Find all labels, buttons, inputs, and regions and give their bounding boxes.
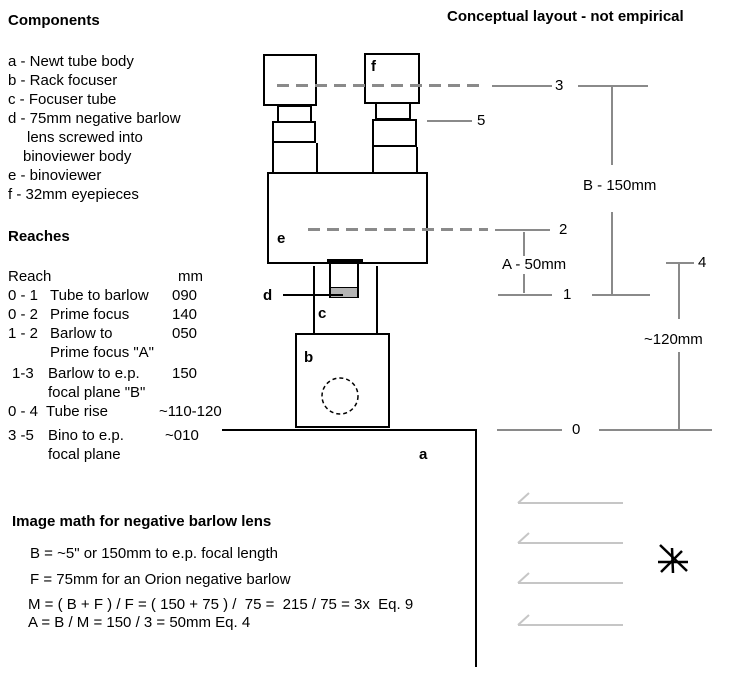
reaches-col-mm: mm [178,268,203,285]
math-heading: Image math for negative barlow lens [12,513,272,530]
reach-row-value: 050 [172,325,198,342]
reach-row-id: 1-3 [12,365,34,382]
binoviewer-body [267,172,428,264]
eyepiece-left-holder-collar [272,121,316,143]
level-3-line-left [492,85,552,87]
marker-2: 2 [559,221,568,238]
reach-row-id: 1 - 2 [8,325,39,342]
reach-row-label: Tube to barlow [50,287,149,304]
reach-row-label: Bino to e.p. [48,427,124,444]
level-3-line-right [578,85,648,87]
reach-row-value: 140 [172,306,198,323]
reach-row-label2: Prime focus "A" [50,344,155,361]
light-ray-tick [518,493,529,503]
barlow-lens [330,287,358,298]
marker-0: 0 [572,421,581,438]
reach-row-value: ~010 [165,427,199,444]
math-line-b: B = ~5" or 150mm to e.p. focal length [30,545,278,562]
reach-row-id: 0 - 4 [8,403,39,420]
reach-row-value: 090 [172,287,198,304]
level-4-line [666,262,694,264]
reach-row-value: 150 [172,365,198,382]
eyepiece-right-nosepiece [375,102,411,120]
component-item-c: c - Focuser tube [8,91,117,108]
part-label-c: c [318,305,327,322]
marker-1: 1 [563,286,572,303]
level-5-line [427,120,472,122]
light-ray-tick [518,533,529,543]
dim-b-line-upper [611,86,613,165]
focuser-knob-dashed-circle [321,377,359,415]
marker-3: 3 [555,77,564,94]
part-label-f: f [371,58,376,75]
eyepiece-left-holder-tube [272,143,318,174]
marker-4: 4 [698,254,707,271]
level-1-line-right [592,294,650,296]
reach-row-label: Barlow to [50,325,113,342]
reaches-col-reach: Reach [8,268,52,285]
reach-row-id: 0 - 2 [8,306,39,323]
level-1-line-left [498,294,552,296]
dim-a-line-lower [523,274,525,293]
component-item-d: d - 75mm negative barlow [8,110,181,127]
components-list [8,52,181,204]
level-0-line-right [599,429,712,431]
component-item-a: a - Newt tube body [8,53,134,70]
level-0-line-left [497,429,562,431]
dim-rise-line-lower [678,352,680,430]
dim-a-label: A - 50mm [502,256,567,273]
star-icon [658,545,688,573]
light-ray-tick [518,573,529,583]
dim-b-line-lower [611,212,613,296]
reach-row-label2: focal plane [48,446,121,463]
part-label-b: b [304,349,314,366]
page-title: Conceptual layout - not empirical [447,8,684,25]
part-label-d: d [263,287,273,304]
math-line-m: M = ( B + F ) / F = ( 150 + 75 ) / 75 = 215 / 75 = 3x Eq. 9 [28,596,414,613]
component-item-d-cont1: lens screwed into [27,129,143,146]
component-item-f: f - 32mm eyepieces [8,186,139,203]
label-d-leader-line [283,294,343,296]
dim-a-line-upper [523,232,525,256]
reach-row-label: Tube rise [46,403,108,420]
components-heading: Components [8,12,100,29]
reach-row-id: 0 - 1 [8,287,39,304]
reach-row-label2: focal plane "B" [48,384,146,401]
dim-rise-line-upper [678,262,680,319]
reaches-heading: Reaches [8,228,70,245]
marker-5: 5 [477,112,486,129]
component-item-e: e - binoviewer [8,167,102,184]
level-3-dashed-line [277,84,480,87]
tube-top-edge [222,429,477,431]
dim-b-label: B - 150mm [583,177,657,194]
light-ray-lines [518,493,623,625]
level-2-line [495,229,550,231]
component-item-b: b - Rack focuser [8,72,118,89]
reach-row-id: 3 -5 [8,427,34,444]
level-2-dashed-line [308,228,488,231]
eyepiece-left-body [263,54,317,106]
reach-row-label: Prime focus [50,306,130,323]
part-label-e: e [277,230,286,247]
light-ray-tick [518,615,529,625]
part-label-a: a [419,446,428,463]
math-line-a: A = B / M = 150 / 3 = 50mm Eq. 4 [28,614,251,631]
dim-rise-label: ~120mm [644,331,703,348]
component-item-d-cont2: binoviewer body [23,148,132,165]
reach-row-label: Barlow to e.p. [48,365,140,382]
eyepiece-right-holder-tube [372,147,418,174]
reach-row-value: ~110-120 [159,403,222,420]
light-path-group [460,480,730,686]
eyepiece-right-holder-collar [372,119,417,147]
math-line-f: F = 75mm for an Orion negative barlow [30,571,291,588]
